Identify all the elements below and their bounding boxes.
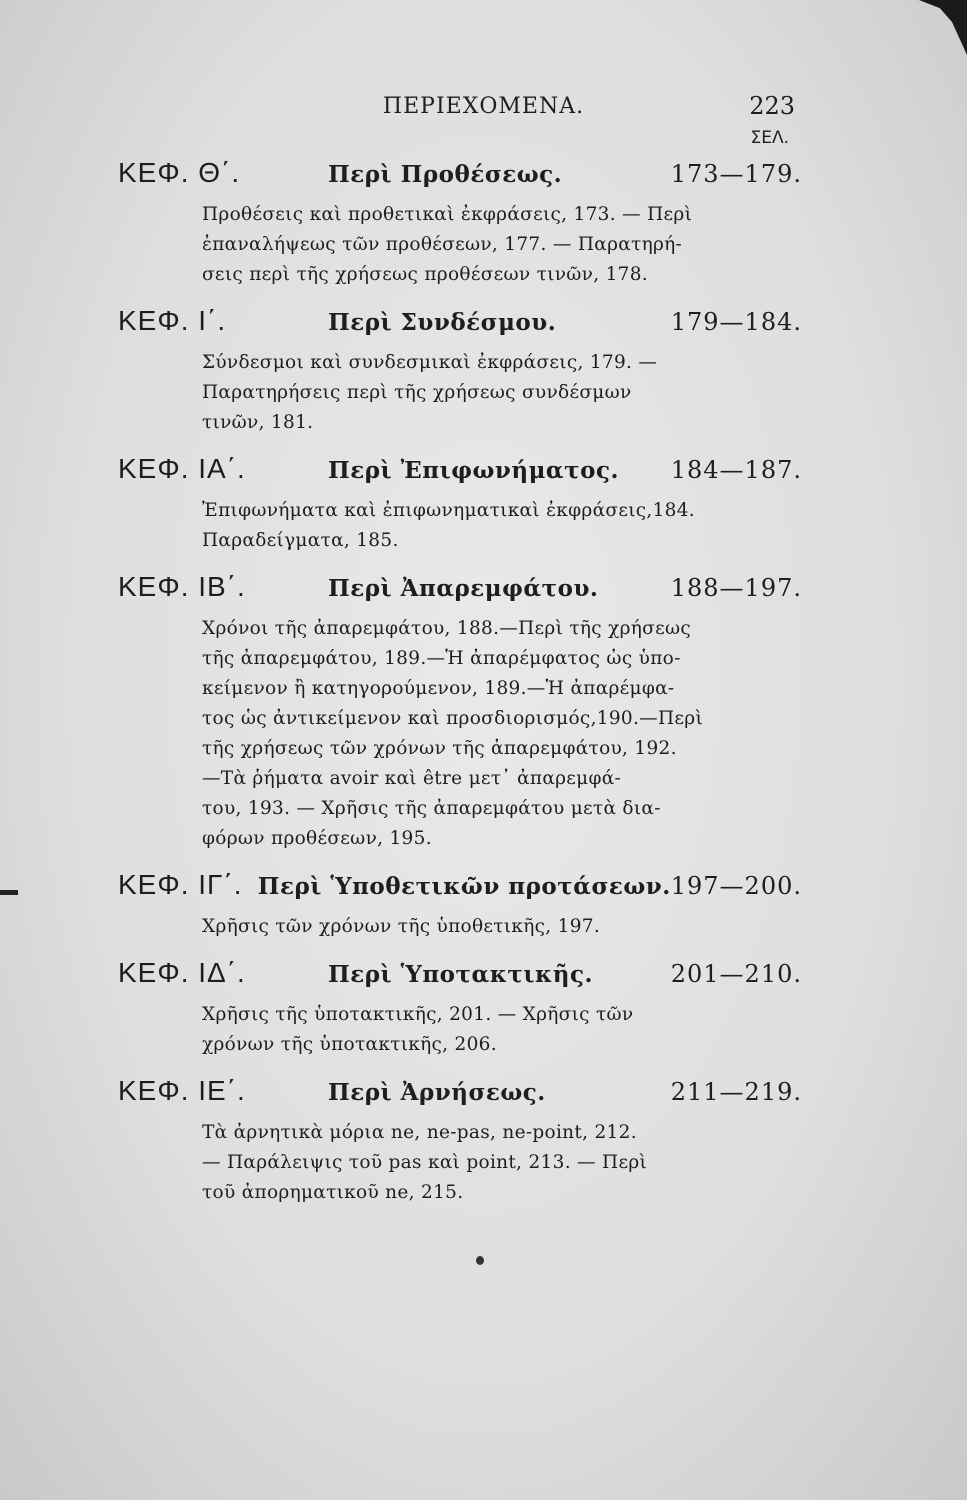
toc-entry — [118, 948, 802, 1060]
summary-line: τινῶν, 181. — [202, 412, 314, 433]
pages-column-label: ΣΕΛ. — [750, 128, 789, 148]
chapter-heading — [118, 444, 802, 494]
summary-line: Παρατηρήσεις περὶ τῆς χρήσεως συνδέσμων — [202, 382, 632, 403]
chapter-title: Περὶ Προθέσεως. — [328, 161, 563, 188]
chapter-heading — [118, 860, 802, 910]
chapter-heading — [118, 948, 802, 998]
summary-line: χρόνων τῆς ὑποτακτικῆς, 206. — [202, 1034, 497, 1055]
chapter-page-range: 184—187. — [670, 456, 802, 484]
chapter-summary — [202, 348, 762, 438]
chapter-label: ΚΕΦ. Ι΄. — [118, 305, 227, 336]
summary-line: Χρόνοι τῆς ἀπαρεμφάτου, 188.—Περὶ τῆς χρήσεως — [202, 618, 692, 639]
chapter-label: ΚΕΦ. ΙΓ΄. — [118, 869, 243, 900]
summary-line: Παραδείγματα, 185. — [202, 530, 399, 551]
summary-line: σεις περὶ τῆς χρήσεως προθέσεων τινῶν, 178. — [202, 264, 648, 285]
summary-line: Χρῆσις τῶν χρόνων τῆς ὑποθετικῆς, 197. — [202, 916, 601, 937]
toc-entry — [118, 148, 802, 290]
summary-line: φόρων προθέσεων, 195. — [202, 828, 432, 849]
chapter-title: Περὶ Ἐπιφωνήματος. — [328, 457, 619, 484]
chapter-heading — [118, 148, 802, 198]
ink-speck — [476, 1256, 484, 1265]
summary-line: Ἐπιφωνήματα καὶ ἐπιφωνηματικαὶ ἐκφράσεις,184. — [202, 500, 695, 521]
summary-line: ἐπαναλήψεως τῶν προθέσεων, 177. — Παρατηρή- — [202, 234, 683, 255]
summary-line: —Τὰ ῥήματα avoir καὶ être μετ᾽ ἀπαρεμφά- — [202, 768, 622, 789]
chapter-summary — [202, 912, 762, 942]
chapter-title: Περὶ Ὑποτακτικῆς. — [328, 961, 594, 988]
chapter-heading — [118, 562, 802, 612]
summary-line: Σύνδεσμοι καὶ συνδεσμικαὶ ἐκφράσεις, 179. — — [202, 352, 658, 373]
table-of-contents — [118, 148, 802, 1214]
running-header-title: ΠΕΡΙΕΧΟΜΕΝΑ. — [382, 94, 585, 119]
chapter-label: ΚΕΦ. ΙΕ΄. — [118, 1075, 246, 1106]
chapter-heading — [118, 296, 802, 346]
chapter-label: ΚΕΦ. Θ΄. — [118, 157, 241, 188]
chapter-label: ΚΕΦ. ΙΑ΄. — [118, 453, 246, 484]
summary-line: Χρῆσις τῆς ὑποτακτικῆς, 201. — Χρῆσις τῶν — [202, 1004, 634, 1025]
chapter-label: ΚΕΦ. ΙΒ΄. — [118, 571, 246, 602]
page-number: 223 — [749, 92, 795, 120]
chapter-title: Περὶ Ἀπαρεμφάτου. — [328, 575, 599, 602]
summary-line: Προθέσεις καὶ προθετικαὶ ἐκφράσεις, 173. — Περὶ — [202, 204, 693, 225]
toc-entry — [118, 444, 802, 556]
summary-line: Τὰ ἀρνητικὰ μόρια ne, ne-pas, ne-point, 212. — [202, 1122, 637, 1143]
chapter-page-range: 197—200. — [670, 872, 802, 900]
chapter-label: ΚΕΦ. ΙΔ΄. — [118, 957, 246, 988]
summary-line: τοῦ ἀπορηματικοῦ ne, 215. — [202, 1182, 464, 1203]
chapter-title: Περὶ Ἀρνήσεως. — [328, 1079, 546, 1106]
chapter-summary — [202, 1000, 762, 1060]
chapter-summary — [202, 1118, 762, 1208]
chapter-summary — [202, 614, 762, 854]
chapter-page-range: 179—184. — [670, 308, 802, 336]
chapter-summary — [202, 496, 762, 556]
toc-entry — [118, 860, 802, 942]
margin-mark — [0, 890, 18, 895]
chapter-heading — [118, 1066, 802, 1116]
summary-line: του, 193. — Χρῆσις τῆς ἀπαρεμφάτου μετὰ δια- — [202, 798, 661, 819]
chapter-title: Περὶ Συνδέσμου. — [328, 309, 557, 336]
toc-entry — [118, 562, 802, 854]
chapter-summary — [202, 200, 762, 290]
chapter-page-range: 173—179. — [670, 160, 802, 188]
toc-entry — [118, 1066, 802, 1208]
summary-line: κείμενον ἢ κατηγορούμενον, 189.—Ἡ ἀπαρέμφα- — [202, 678, 675, 699]
chapter-page-range: 201—210. — [670, 960, 802, 988]
chapter-title: Περὶ Ὑποθετικῶν προτάσεων. — [257, 873, 671, 900]
summary-line: τος ὡς ἀντικείμενον καὶ προσδιορισμός,190.—Περὶ — [202, 708, 704, 729]
chapter-page-range: 211—219. — [670, 1078, 802, 1106]
summary-line: τῆς ἀπαρεμφάτου, 189.—Ἡ ἀπαρέμφατος ὡς ὑπο- — [202, 648, 681, 669]
chapter-page-range: 188—197. — [670, 574, 802, 602]
torn-corner — [907, 0, 967, 55]
summary-line: τῆς χρήσεως τῶν χρόνων τῆς ἀπαρεμφάτου, 192. — [202, 738, 677, 759]
summary-line: — Παράλειψις τοῦ pas καὶ point, 213. — Περὶ — [202, 1152, 648, 1173]
toc-entry — [118, 296, 802, 438]
